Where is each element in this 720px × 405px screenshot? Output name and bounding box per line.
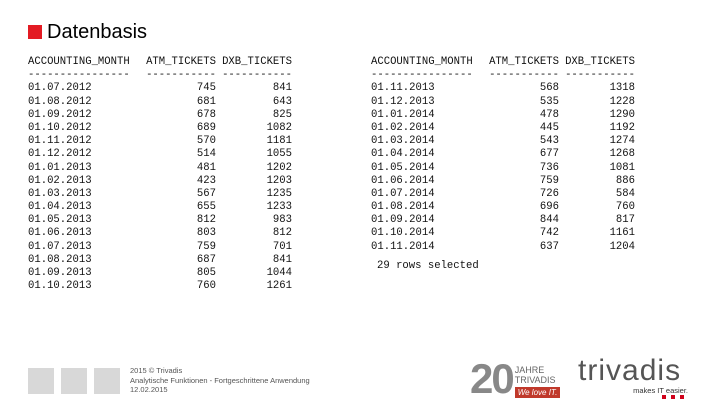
table-row-cell: 01.01.2014 xyxy=(371,108,435,121)
table-row-cell: 701 xyxy=(272,240,292,253)
table-row-cell: 423 xyxy=(196,174,216,187)
table-row-cell: 481 xyxy=(196,161,216,174)
table-row-cell: 01.03.2013 xyxy=(28,187,92,200)
table-row-cell: 543 xyxy=(539,135,559,148)
table-row xyxy=(371,135,635,148)
table-row-cell: 812 xyxy=(272,227,292,240)
table-row-cell: 678 xyxy=(196,108,216,121)
table-row xyxy=(28,162,292,175)
logo-dot xyxy=(662,395,666,399)
table-row-cell: 478 xyxy=(539,108,559,121)
table-row-cell: 01.08.2014 xyxy=(371,201,435,214)
table-separator-cell: ----------- xyxy=(565,69,635,82)
table-row xyxy=(28,122,292,135)
table-row-cell: 01.04.2014 xyxy=(371,148,435,161)
table-row-cell: 742 xyxy=(539,227,559,240)
table-row-cell: 687 xyxy=(196,253,216,266)
table-row-cell: 643 xyxy=(272,95,292,108)
table-row xyxy=(28,254,292,267)
table-separator xyxy=(371,69,635,82)
table-row-cell: 01.09.2012 xyxy=(28,108,92,121)
table-row-cell: 1233 xyxy=(266,201,292,214)
table-row-cell: 825 xyxy=(272,108,292,121)
table-header xyxy=(371,56,635,69)
table-row-cell: 567 xyxy=(196,187,216,200)
table-row-cell: 01.10.2013 xyxy=(28,280,92,293)
footer-subtitle: Analytische Funktionen - Fortgeschrittene Anwendung xyxy=(130,375,310,385)
table-row-cell: 1203 xyxy=(266,174,292,187)
table-row xyxy=(28,280,292,293)
table-header-cell: ACCOUNTING_MONTH xyxy=(28,56,130,68)
table-row-cell: 01.05.2013 xyxy=(28,214,92,227)
table-header-cell: DXB_TICKETS xyxy=(222,56,292,68)
table-row xyxy=(371,241,635,254)
table-row xyxy=(28,201,292,214)
table-row-cell: 805 xyxy=(196,267,216,279)
table-row-cell: 1268 xyxy=(609,148,635,161)
anniversary-badge xyxy=(470,355,560,402)
table-row xyxy=(28,82,292,95)
table-row-cell: 637 xyxy=(539,240,559,253)
table-row-cell: 01.02.2014 xyxy=(371,121,435,134)
logo-dots xyxy=(662,395,689,399)
table-row-cell: 841 xyxy=(272,82,292,95)
table-row-cell: 01.11.2013 xyxy=(371,82,435,95)
table-row-cell: 1290 xyxy=(609,108,635,121)
table-row xyxy=(28,96,292,109)
table-row-cell: 1055 xyxy=(266,148,292,161)
table-separator-cell: ----------- xyxy=(489,69,559,82)
table-row-cell: 01.08.2013 xyxy=(28,253,92,266)
table-separator-cell: ----------- xyxy=(146,69,216,82)
table-row-cell: 1235 xyxy=(266,187,292,200)
table-row-cell: 689 xyxy=(196,121,216,134)
logo-word: trivadis xyxy=(578,354,682,387)
table-row-cell: 01.03.2014 xyxy=(371,135,435,148)
table-row-cell: 01.06.2014 xyxy=(371,174,435,187)
table-row-cell: 760 xyxy=(196,280,216,293)
table-row-cell: 445 xyxy=(539,121,559,134)
table-row xyxy=(28,241,292,254)
table-row xyxy=(28,267,292,280)
sql-output-right xyxy=(371,56,635,273)
table-row-cell: 803 xyxy=(196,227,216,240)
table-row-cell: 01.08.2012 xyxy=(28,95,92,108)
table-row-cell: 01.07.2012 xyxy=(28,82,92,95)
table-row-cell: 01.02.2013 xyxy=(28,174,92,187)
table-row-cell: 817 xyxy=(615,214,635,227)
table-row xyxy=(28,175,292,188)
table-row-cell: 01.04.2013 xyxy=(28,201,92,214)
table-row-cell: 01.09.2014 xyxy=(371,214,435,227)
table-row-cell: 1202 xyxy=(266,161,292,174)
anniversary-line2: TRIVADIS xyxy=(514,375,556,385)
table-separator-cell: ---------------- xyxy=(371,69,473,82)
table-row-cell: 01.11.2014 xyxy=(371,240,435,253)
footer-date: 12.02.2015 xyxy=(130,385,168,394)
table-row-cell: 01.07.2014 xyxy=(371,187,435,200)
logo-dot xyxy=(680,395,684,399)
logo-dot xyxy=(671,395,675,399)
table-row xyxy=(28,214,292,227)
nav-box-2 xyxy=(61,368,87,394)
anniversary-line1: JAHRE xyxy=(514,365,545,375)
table-row-cell: 655 xyxy=(196,201,216,214)
table-row-cell: 01.07.2013 xyxy=(28,240,92,253)
table-row-cell: 01.09.2013 xyxy=(28,267,92,279)
table-row-cell: 01.11.2012 xyxy=(28,135,92,148)
table-row xyxy=(28,148,292,161)
table-header-cell: DXB_TICKETS xyxy=(565,56,635,68)
title-accent-square xyxy=(28,25,42,39)
table-row xyxy=(28,109,292,122)
trivadis-logo xyxy=(578,356,696,395)
table-row-cell: 01.12.2013 xyxy=(371,95,435,108)
nav-boxes xyxy=(28,368,127,394)
table-row-cell: 1181 xyxy=(266,135,292,148)
table-row-cell: 570 xyxy=(196,135,216,148)
table-row xyxy=(28,188,292,201)
slide-title: Datenbasis xyxy=(47,21,148,43)
table-row xyxy=(371,122,635,135)
table-row-cell: 1261 xyxy=(266,280,292,293)
table-row-cell: 681 xyxy=(196,95,216,108)
table-row-cell: 01.12.2012 xyxy=(28,148,92,161)
table-row-cell: 736 xyxy=(539,161,559,174)
table-row-cell: 568 xyxy=(539,82,559,95)
table-row-cell: 696 xyxy=(539,201,559,214)
table-row-cell: 745 xyxy=(196,82,216,95)
table-row xyxy=(28,227,292,240)
table-row-cell: 983 xyxy=(272,214,292,227)
table-row-cell: 841 xyxy=(272,253,292,266)
table-row-cell: 1192 xyxy=(609,121,635,134)
table-row-cell: 514 xyxy=(196,148,216,161)
table-row-cell: 1161 xyxy=(609,227,635,240)
table-row-cell: 760 xyxy=(615,201,635,214)
table-row xyxy=(371,162,635,175)
table-row-cell: 01.10.2012 xyxy=(28,121,92,134)
table-separator-cell: ----------- xyxy=(222,69,292,82)
table-row xyxy=(371,175,635,188)
table-row-cell: 759 xyxy=(196,240,216,253)
table-header-cell: ATM_TICKETS xyxy=(489,56,559,68)
table-separator xyxy=(28,69,292,82)
table-row-cell: 1044 xyxy=(266,267,292,279)
nav-box-1 xyxy=(28,368,54,394)
table-row xyxy=(371,109,635,122)
footer-copyright: 2015 © Trivadis xyxy=(130,366,183,375)
table-row-cell: 1318 xyxy=(609,82,635,95)
table-row-cell: 1274 xyxy=(609,135,635,148)
table-row xyxy=(371,214,635,227)
logo-tagline: makes IT easier. xyxy=(633,386,688,395)
table-row-cell: 812 xyxy=(196,214,216,227)
table-row-cell: 01.05.2014 xyxy=(371,161,435,174)
slide-header xyxy=(28,20,147,44)
table-header-cell: ACCOUNTING_MONTH xyxy=(371,56,473,68)
table-row xyxy=(371,227,635,240)
table-row-cell: 1228 xyxy=(609,95,635,108)
table-row-cell: 1204 xyxy=(609,240,635,253)
table-row-cell: 726 xyxy=(539,187,559,200)
sql-output-left xyxy=(28,56,292,293)
nav-box-3 xyxy=(94,368,120,394)
table-row xyxy=(371,148,635,161)
table-separator-cell: ---------------- xyxy=(28,69,130,82)
table-row-cell: 1082 xyxy=(266,121,292,134)
table-row-cell: 844 xyxy=(539,214,559,227)
footer-text xyxy=(130,366,310,395)
table-row-cell: 677 xyxy=(539,148,559,161)
table-row-cell: 01.01.2013 xyxy=(28,161,92,174)
table-row xyxy=(28,135,292,148)
table-header-cell: ATM_TICKETS xyxy=(146,56,216,68)
table-row xyxy=(371,96,635,109)
anniversary-love: We love IT. xyxy=(515,387,561,398)
table-row-cell: 759 xyxy=(539,174,559,187)
table-row-cell: 01.06.2013 xyxy=(28,227,92,240)
table-row xyxy=(371,201,635,214)
table-header xyxy=(28,56,292,69)
table-row-cell: 01.10.2014 xyxy=(371,227,435,240)
table-row-cell: 1081 xyxy=(609,161,635,174)
table-row-cell: 886 xyxy=(615,174,635,187)
table-row-cell: 584 xyxy=(615,187,635,200)
rows-selected-message: 29 rows selected xyxy=(377,259,479,272)
table-row-cell: 535 xyxy=(539,95,559,108)
table-row xyxy=(371,82,635,95)
anniversary-number: 20 xyxy=(470,355,513,402)
table-row xyxy=(371,188,635,201)
